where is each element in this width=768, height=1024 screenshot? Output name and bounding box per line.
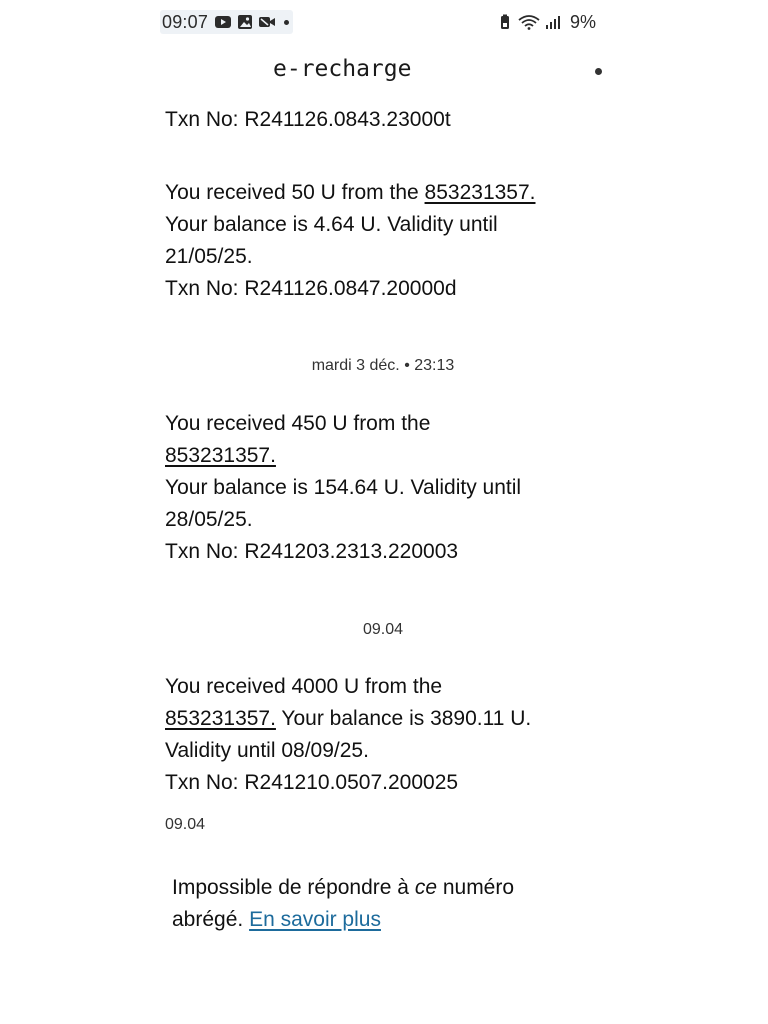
battery-percent: 9% (569, 11, 596, 32)
txn-number: Txn No: R241126.0843.23000t (165, 108, 451, 131)
message-body (165, 177, 575, 209)
message-bubble (165, 408, 575, 568)
message-prefix: You received 50 U from the (165, 181, 425, 204)
status-time: 09:07 (162, 11, 209, 32)
notice-text-italic: ce (414, 876, 437, 899)
video-call-icon (258, 14, 276, 30)
notice-text-after: numéro abrégé. (172, 876, 515, 931)
txn-number: Txn No: R241210.0507.200025 (165, 771, 459, 794)
message-body (165, 671, 575, 767)
dot-icon (284, 20, 289, 25)
message-prefix: You received 450 U from the (165, 412, 431, 435)
notice-text-before: Impossible de répondre à (172, 876, 415, 899)
cannot-reply-notice (172, 872, 572, 936)
sender-number-link[interactable]: 853231357. (165, 444, 276, 467)
txn-number: Txn No: R241203.2313.220003 (165, 540, 459, 563)
txn-number: Txn No: R241126.0847.20000d (165, 277, 457, 300)
message-timestamp: 09.04 (165, 816, 206, 833)
signal-icon (544, 14, 562, 30)
battery-saver-icon (496, 14, 514, 30)
message-bubble (165, 671, 575, 799)
sender-number-link[interactable]: 853231357. (424, 181, 536, 204)
message-bubble (165, 177, 575, 305)
balance-line: Your balance is 154.64 U. Validity until 28/05/25. (165, 476, 522, 531)
status-right-group (496, 10, 596, 34)
learn-more-link[interactable]: En savoir plus (249, 908, 381, 931)
message-prefix: You received 4000 U from the (165, 675, 443, 698)
youtube-icon (214, 14, 232, 30)
wifi-icon (518, 14, 540, 30)
status-bar (160, 10, 596, 34)
message-body (165, 408, 575, 472)
message-bubble (165, 104, 575, 136)
balance-line: Your balance is 3890.11 U. Validity until 08/09/25. (165, 707, 532, 762)
sender-number-link[interactable]: 853231357. (165, 707, 276, 730)
status-left-group (160, 10, 293, 34)
date-separator: mardi 3 déc. • 23:13 (311, 357, 455, 374)
balance-line: Your balance is 4.64 U. Validity until 21/05/25. (165, 213, 498, 268)
more-options-icon[interactable] (595, 68, 602, 75)
date-separator: 09.04 (362, 621, 404, 638)
conversation-title: e-recharge (273, 56, 412, 82)
gallery-icon (236, 14, 254, 30)
